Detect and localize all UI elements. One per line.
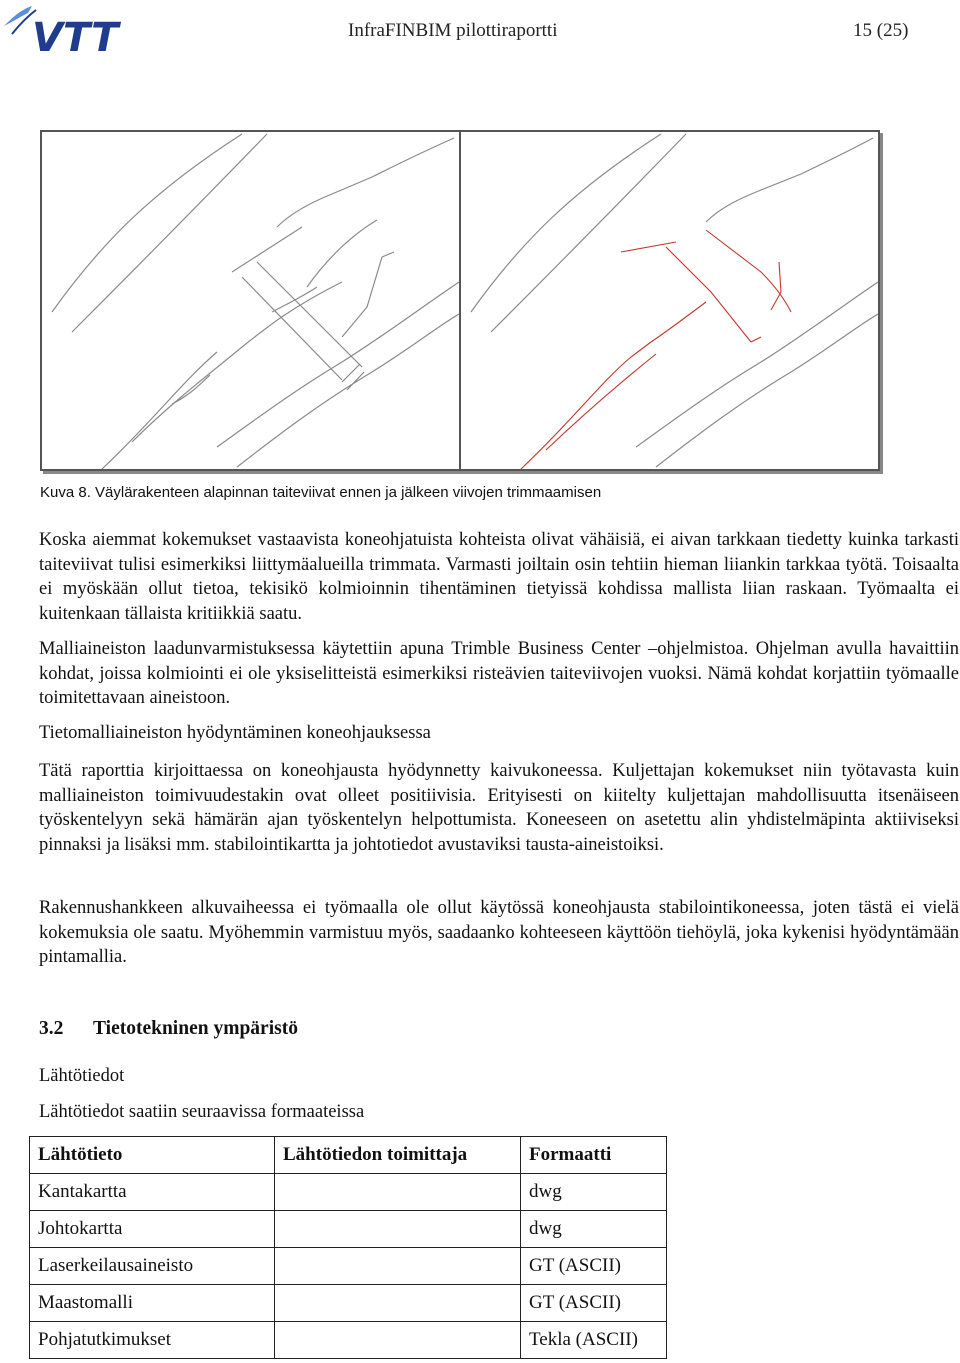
section-heading xyxy=(39,1018,298,1040)
logo-text: VTT xyxy=(32,15,119,52)
table-header-cell: Lähtötieto xyxy=(30,1137,275,1174)
table-cell: Tekla (ASCII) xyxy=(521,1322,667,1359)
running-header-title: InfraFINBIM pilottiraportti xyxy=(348,20,558,41)
table-cell: dwg xyxy=(521,1174,667,1211)
table-cell xyxy=(275,1322,521,1359)
table-intro: Lähtötiedot saatiin seuraavissa formaateissa xyxy=(39,1102,365,1122)
vtt-logo xyxy=(2,4,142,52)
section-number: 3.2 xyxy=(39,1018,64,1039)
table-row xyxy=(30,1322,667,1359)
table-cell: Laserkeilausaineisto xyxy=(30,1248,275,1285)
paragraph-1: Koska aiemmat kokemukset vastaavista koneohjatuista kohteista olivat vähäisiä, ei aivan tarkkaan tiedetty kuinka tarkasti taiteviivat tulisi esimerkiksi liittymäalueilla trimmata. Varmasti joiltain osin tehtiin hieman liiankin tarkkaa työtä. Toisaalta ei myöskään ollut tietoa, tekisikö kolmioinnin tihentäminen tietyissä kohdissa mallista liian raskaan. Työmaalta ei kuitenkaan tällaista kritiikkiä saatu. xyxy=(39,530,959,624)
figure-caption: Kuva 8. Väylärakenteen alapinnan taiteviivat ennen ja jälkeen viivojen trimmaamisen xyxy=(40,484,602,501)
table-cell xyxy=(275,1248,521,1285)
section-subtitle: Lähtötiedot xyxy=(39,1066,125,1086)
table-row xyxy=(30,1285,667,1322)
table-header-cell: Formaatti xyxy=(521,1137,667,1174)
source-data-table xyxy=(29,1136,667,1359)
table-header-cell: Lähtötiedon toimittaja xyxy=(275,1137,521,1174)
table-cell: Kantakartta xyxy=(30,1174,275,1211)
table-row xyxy=(30,1211,667,1248)
paragraph-2: Malliaineiston laadunvarmistuksessa käytettiin apuna Trimble Business Center –ohjelmistoa. Ohjelman avulla havaittiin kohdat, joissa kolmiointi ei ole yksiselitteistä esimerkiksi risteävien taiteviivojen vuoksi. Nämä kohdat korjattiin työmaalle toimitettavaan aineistoon. xyxy=(39,639,959,708)
table-header-row xyxy=(30,1137,667,1174)
table-cell: GT (ASCII) xyxy=(521,1248,667,1285)
table-cell xyxy=(275,1285,521,1322)
subheading: Tietomalliaineiston hyödyntäminen koneohjauksessa xyxy=(39,723,431,743)
table-row xyxy=(30,1174,667,1211)
table-cell: GT (ASCII) xyxy=(521,1285,667,1322)
paragraph-4: Rakennushankkeen alkuvaiheessa ei työmaalla ole ollut käytössä koneohjausta stabilointikoneessa, joten tästä ei vielä kokemuksia ole saatu. Myöhemmin varmistuu myös, saadaanko kohteeseen käyttöön tiehöylä, joka kykenisi hyödyntämään pintamallia. xyxy=(39,898,959,967)
table-cell: dwg xyxy=(521,1211,667,1248)
table-cell xyxy=(275,1174,521,1211)
page-number: 15 (25) xyxy=(853,20,909,41)
table-cell xyxy=(275,1211,521,1248)
table-cell: Maastomalli xyxy=(30,1285,275,1322)
paragraph-3: Tätä raporttia kirjoittaessa on koneohjausta hyödynnetty kaivukoneessa. Kuljettajan kokemukset niin työtavasta kuin malliaineiston toimivuudestakin ovat olleet positiivisia. Erityisesti on kiitelty kuljettajan mahdollisuutta itsenäiseen työskentelyyn sekä hämärän ajan työskentelyn helpottumista. Koneeseen on asetettu alin yhdistelmäpinta aktiiviseksi pinnaksi ja lisäksi mm. stabilointikartta ja johtotiedot avustaviksi tausta-aineistoiksi. xyxy=(39,761,959,855)
drawing-before-trim xyxy=(40,130,461,471)
section-title: Tietotekninen ympäristö xyxy=(93,1018,298,1039)
table-row xyxy=(30,1248,667,1285)
table-cell: Pohjatutkimukset xyxy=(30,1322,275,1359)
table-cell: Johtokartta xyxy=(30,1211,275,1248)
drawing-after-trim xyxy=(459,130,880,471)
